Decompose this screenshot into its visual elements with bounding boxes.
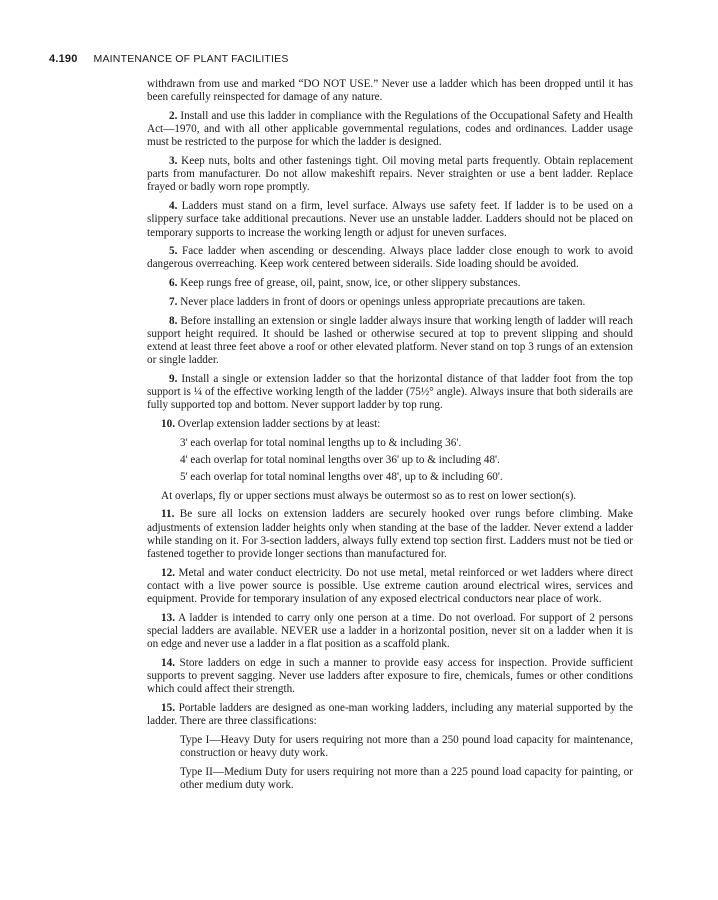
item-number: 12. <box>161 566 175 579</box>
type-classification: Type II—Medium Duty for users requiring not more than a 225 pound load capacity for painting, or other medium duty work. <box>180 765 633 792</box>
running-header <box>49 53 289 65</box>
intro-paragraph: withdrawn from use and marked “DO NOT USE.” Never use a ladder which has been dropped until it has been carefully reinspected for damage of any nature. <box>147 78 633 104</box>
item-number: 3. <box>169 155 178 168</box>
item-text: Overlap extension ladder sections by at least: <box>177 417 381 430</box>
item-text: Keep nuts, bolts and other fastenings tight. Oil moving metal parts frequently. Obtain replacement parts from manufacturer. Do not allow makeshift repairs. Never straighten or use a bent ladder. Replace frayed or badly worn rope promptly. <box>147 155 634 194</box>
item-number: 5. <box>169 245 178 258</box>
item-11 <box>147 508 633 561</box>
item-10 <box>147 418 633 431</box>
item-8 <box>147 315 633 368</box>
item-7 <box>147 296 633 309</box>
item-text: Never place ladders in front of doors or openings unless appropriate precautions are taken. <box>180 295 586 308</box>
item-text: A ladder is intended to carry only one person at a time. Do not overload. For support of 2 persons special ladders are available. NEVER use a ladder in a horizontal position, never sit on a ladder when it is on edge and never use a ladder in a flat position as a scaffold plank. <box>147 611 633 651</box>
item-text: Face ladder when ascending or descending. Always place ladder close enough to work to avoid dangerous overreaching. Keep work centered between siderails. Side loading should be avoided. <box>147 245 634 271</box>
item-text: Ladders must stand on a firm, level surface. Always use safety feet. If ladder is to be used on a slippery surface take additional precautions. Never use an unstable ladder. Ladders should not be placed on temporary supports to increase the working length or adjust for uneven surfaces. <box>147 200 633 239</box>
item-text: Portable ladders are designed as one-man working ladders, including any material supported by the ladder. There are three classifications: <box>147 702 634 728</box>
page-number: 4.190 <box>49 53 78 65</box>
item-number: 13. <box>161 611 175 624</box>
item-text: Be sure all locks on extension ladders are securely hooked over rungs before climbing. Make adjustments of extension ladder heights only when standing at the base of the ladder. Never extend a ladder while standing on it. For 3-section ladders, always fully extend top section first. Ladders must not be tied or fastened together to provide longer sections than manufactured for. <box>147 508 634 561</box>
item-13 <box>147 612 633 652</box>
item-number: 11. <box>161 508 175 521</box>
item-15 <box>147 702 633 728</box>
type-classification: Type I—Heavy Duty for users requiring not more than a 250 pound load capacity for maintenance, construction or heavy duty work. <box>180 734 633 760</box>
item-text: Metal and water conduct electricity. Do not use metal, metal reinforced or wet ladders where direct contact with a live power source is possible. Use extreme caution around electrical wires, services and equipment. Provide for temporary insulation of any exposed electrical conductors near place of work. <box>147 566 634 606</box>
section-title: MAINTENANCE OF PLANT FACILITIES <box>93 53 289 65</box>
overlap-note: At overlaps, fly or upper sections must always be outermost so as to rest on lower section(s). <box>161 489 577 502</box>
item-3 <box>147 155 633 195</box>
item-6 <box>147 277 633 290</box>
item-number: 6. <box>169 277 178 290</box>
item-5 <box>147 245 633 271</box>
item-14 <box>147 657 633 697</box>
item-4 <box>147 200 633 240</box>
overlap-line: 5' each overlap for total nominal lengths over 48', up to & including 60'. <box>180 471 503 484</box>
item-text: Install and use this ladder in compliance with the Regulations of the Occupational Safety and Health Act—1970, and with all other applicable governmental regulations, codes and ordinances. Ladder usage must be restricted to the purpose for which the ladder is designed. <box>147 109 633 149</box>
item-number: 9. <box>169 372 178 385</box>
item-text: Keep rungs free of grease, oil, paint, snow, ice, or other slippery substances. <box>180 277 521 290</box>
item-2 <box>147 110 633 150</box>
item-12 <box>147 567 633 607</box>
item-number: 15. <box>161 702 175 715</box>
overlap-line: 4' each overlap for total nominal lengths over 36' up to & including 48'. <box>180 453 500 466</box>
item-number: 14. <box>161 657 175 670</box>
item-number: 2. <box>169 109 178 122</box>
body-text <box>147 78 633 798</box>
item-number: 8. <box>169 314 178 327</box>
item-number: 4. <box>169 200 178 213</box>
item-text: Install a single or extension ladder so that the horizontal distance of that ladder foot from the top support is ¼ of the effective working length of the ladder (75½° angle). Always insure that both siderails are fully supported top and bottom. Never support ladder by top rung. <box>147 372 634 412</box>
item-number: 7. <box>169 295 178 308</box>
item-9 <box>147 373 633 413</box>
overlap-line: 3' each overlap for total nominal lengths up to & including 36'. <box>180 436 462 449</box>
item-number: 10. <box>161 417 175 430</box>
item-text: Store ladders on edge in such a manner to provide easy access for inspection. Provide sufficient supports to prevent sagging. Never use ladders after exposure to fire, chemicals, fumes or other conditions which could affect their strength. <box>147 657 634 696</box>
item-text: Before installing an extension or single ladder always insure that working length of ladder will reach support height required. It should be lashed or otherwise secured at top to prevent slipping and should extend at least three feet above a roof or other elevated platform. Never stand on top 3 rungs of an extension or single ladder. <box>147 314 634 367</box>
